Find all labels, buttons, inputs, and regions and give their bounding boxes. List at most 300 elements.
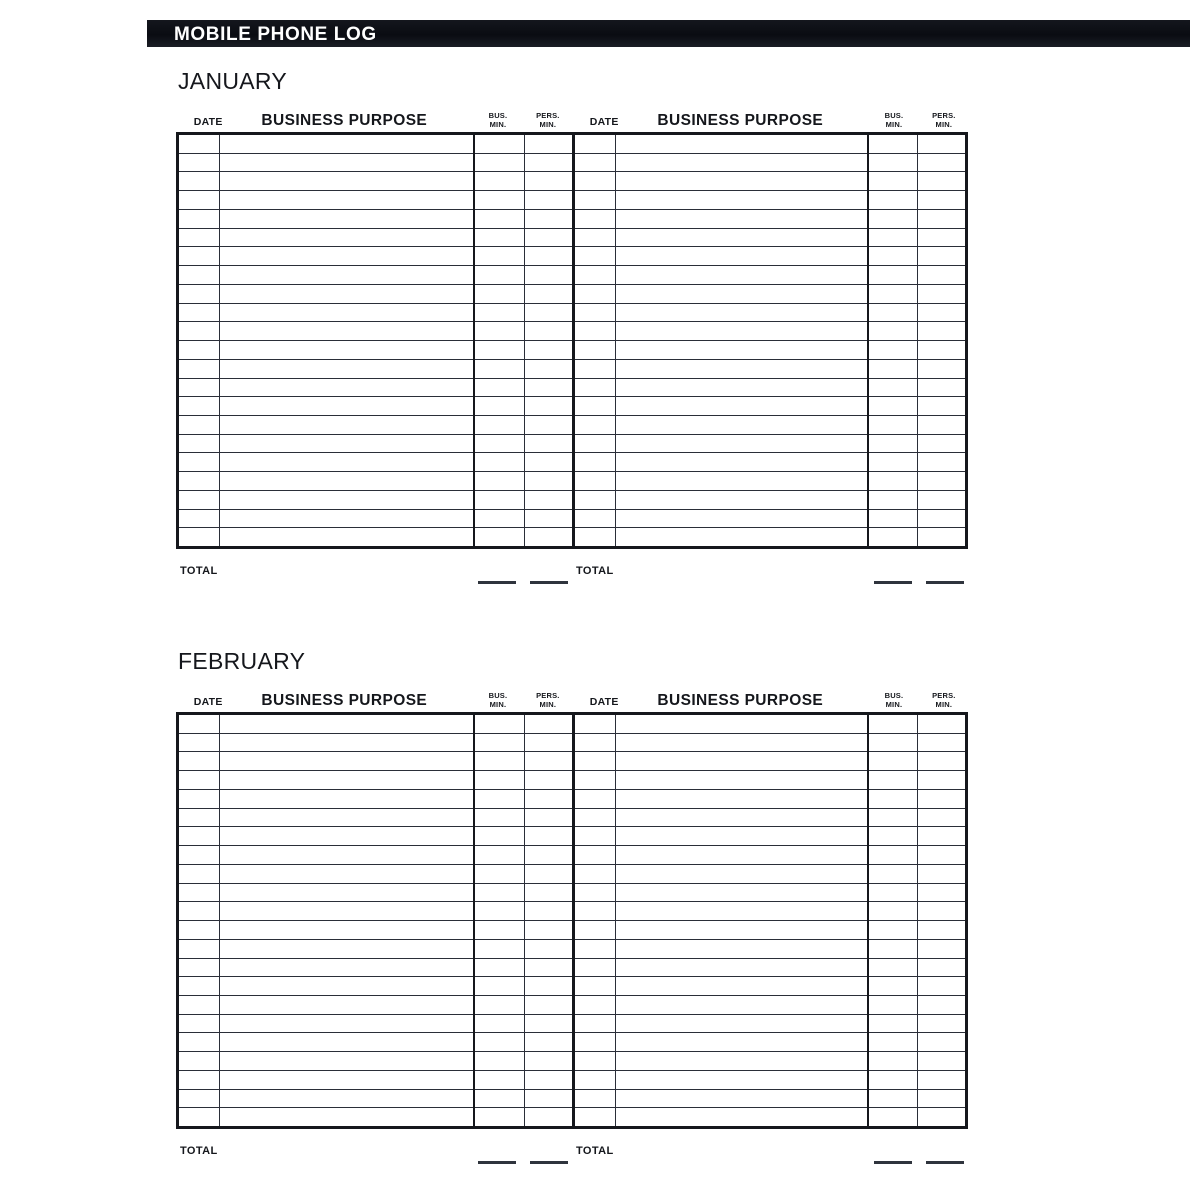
table-row[interactable] <box>179 846 572 865</box>
cell-date[interactable] <box>575 771 615 789</box>
cell-business-purpose[interactable] <box>219 472 473 490</box>
cell-personal-minutes[interactable] <box>524 285 572 303</box>
cell-personal-minutes[interactable] <box>524 1090 572 1108</box>
cell-date[interactable] <box>179 977 219 995</box>
cell-business-minutes[interactable] <box>867 921 918 939</box>
cell-personal-minutes[interactable] <box>524 154 572 172</box>
cell-personal-minutes[interactable] <box>917 1071 965 1089</box>
cell-business-minutes[interactable] <box>867 884 918 902</box>
cell-business-purpose[interactable] <box>615 379 867 397</box>
cell-date[interactable] <box>575 1071 615 1089</box>
cell-business-purpose[interactable] <box>615 771 867 789</box>
cell-business-purpose[interactable] <box>219 1052 473 1070</box>
table-row[interactable] <box>575 1015 965 1034</box>
cell-business-purpose[interactable] <box>615 996 867 1014</box>
cell-business-purpose[interactable] <box>219 771 473 789</box>
cell-business-minutes[interactable] <box>473 715 524 733</box>
cell-business-minutes[interactable] <box>867 996 918 1014</box>
cell-personal-minutes[interactable] <box>917 304 965 322</box>
cell-personal-minutes[interactable] <box>524 1071 572 1089</box>
table-row[interactable] <box>575 752 965 771</box>
table-row[interactable] <box>575 360 965 379</box>
cell-date[interactable] <box>575 1108 615 1126</box>
table-row[interactable] <box>575 996 965 1015</box>
table-row[interactable] <box>179 977 572 996</box>
table-row[interactable] <box>179 229 572 248</box>
cell-business-minutes[interactable] <box>473 752 524 770</box>
table-row[interactable] <box>179 304 572 323</box>
cell-date[interactable] <box>575 921 615 939</box>
cell-business-purpose[interactable] <box>219 172 473 190</box>
cell-business-purpose[interactable] <box>615 191 867 209</box>
cell-personal-minutes[interactable] <box>917 771 965 789</box>
cell-personal-minutes[interactable] <box>524 435 572 453</box>
cell-personal-minutes[interactable] <box>524 921 572 939</box>
cell-business-purpose[interactable] <box>615 1108 867 1126</box>
cell-business-minutes[interactable] <box>867 172 918 190</box>
cell-business-purpose[interactable] <box>615 902 867 920</box>
cell-date[interactable] <box>179 304 219 322</box>
cell-date[interactable] <box>575 322 615 340</box>
cell-business-purpose[interactable] <box>219 285 473 303</box>
cell-business-purpose[interactable] <box>615 491 867 509</box>
cell-business-minutes[interactable] <box>473 1033 524 1051</box>
cell-date[interactable] <box>179 734 219 752</box>
cell-date[interactable] <box>575 416 615 434</box>
table-row[interactable] <box>575 135 965 154</box>
cell-personal-minutes[interactable] <box>524 135 572 153</box>
cell-date[interactable] <box>179 397 219 415</box>
table-row[interactable] <box>575 1108 965 1126</box>
cell-business-purpose[interactable] <box>219 528 473 546</box>
cell-business-minutes[interactable] <box>473 996 524 1014</box>
cell-business-minutes[interactable] <box>473 1015 524 1033</box>
cell-personal-minutes[interactable] <box>524 453 572 471</box>
cell-personal-minutes[interactable] <box>524 210 572 228</box>
cell-personal-minutes[interactable] <box>917 715 965 733</box>
cell-personal-minutes[interactable] <box>917 1052 965 1070</box>
total-personal-minutes-field-right[interactable] <box>926 1161 964 1164</box>
cell-business-purpose[interactable] <box>615 1015 867 1033</box>
cell-personal-minutes[interactable] <box>917 827 965 845</box>
total-business-minutes-field-left[interactable] <box>478 1161 516 1164</box>
cell-business-purpose[interactable] <box>615 510 867 528</box>
cell-business-minutes[interactable] <box>867 229 918 247</box>
table-row[interactable] <box>575 715 965 734</box>
cell-personal-minutes[interactable] <box>917 809 965 827</box>
cell-business-purpose[interactable] <box>615 752 867 770</box>
cell-personal-minutes[interactable] <box>524 940 572 958</box>
cell-personal-minutes[interactable] <box>524 1033 572 1051</box>
table-row[interactable] <box>575 322 965 341</box>
cell-business-purpose[interactable] <box>219 846 473 864</box>
cell-business-minutes[interactable] <box>867 752 918 770</box>
cell-date[interactable] <box>575 846 615 864</box>
total-business-minutes-field-left[interactable] <box>478 581 516 584</box>
cell-personal-minutes[interactable] <box>917 191 965 209</box>
cell-business-minutes[interactable] <box>867 902 918 920</box>
cell-personal-minutes[interactable] <box>917 921 965 939</box>
table-row[interactable] <box>179 734 572 753</box>
cell-date[interactable] <box>179 827 219 845</box>
table-row[interactable] <box>179 1108 572 1126</box>
cell-personal-minutes[interactable] <box>524 790 572 808</box>
cell-business-minutes[interactable] <box>473 510 524 528</box>
cell-business-minutes[interactable] <box>473 247 524 265</box>
cell-personal-minutes[interactable] <box>917 285 965 303</box>
cell-business-minutes[interactable] <box>867 865 918 883</box>
cell-business-purpose[interactable] <box>615 977 867 995</box>
cell-business-minutes[interactable] <box>867 379 918 397</box>
cell-date[interactable] <box>179 1108 219 1126</box>
cell-personal-minutes[interactable] <box>917 341 965 359</box>
cell-business-purpose[interactable] <box>615 1090 867 1108</box>
cell-business-purpose[interactable] <box>219 360 473 378</box>
cell-date[interactable] <box>179 1071 219 1089</box>
cell-business-minutes[interactable] <box>867 1015 918 1033</box>
cell-personal-minutes[interactable] <box>524 846 572 864</box>
cell-business-minutes[interactable] <box>867 210 918 228</box>
table-row[interactable] <box>179 884 572 903</box>
cell-business-minutes[interactable] <box>473 902 524 920</box>
cell-date[interactable] <box>575 790 615 808</box>
table-row[interactable] <box>179 435 572 454</box>
cell-business-minutes[interactable] <box>473 285 524 303</box>
cell-business-purpose[interactable] <box>219 210 473 228</box>
cell-business-purpose[interactable] <box>219 135 473 153</box>
cell-business-purpose[interactable] <box>219 902 473 920</box>
cell-business-purpose[interactable] <box>615 734 867 752</box>
table-row[interactable] <box>575 1052 965 1071</box>
table-row[interactable] <box>575 416 965 435</box>
cell-date[interactable] <box>179 940 219 958</box>
table-row[interactable] <box>575 940 965 959</box>
cell-business-purpose[interactable] <box>615 135 867 153</box>
cell-business-purpose[interactable] <box>219 715 473 733</box>
cell-date[interactable] <box>179 360 219 378</box>
table-row[interactable] <box>179 1033 572 1052</box>
cell-date[interactable] <box>575 865 615 883</box>
cell-business-minutes[interactable] <box>473 191 524 209</box>
cell-business-minutes[interactable] <box>473 1108 524 1126</box>
cell-date[interactable] <box>575 341 615 359</box>
cell-date[interactable] <box>179 435 219 453</box>
cell-business-purpose[interactable] <box>219 266 473 284</box>
table-row[interactable] <box>575 884 965 903</box>
table-row[interactable] <box>179 322 572 341</box>
cell-date[interactable] <box>179 285 219 303</box>
cell-business-minutes[interactable] <box>473 528 524 546</box>
table-row[interactable] <box>179 921 572 940</box>
cell-personal-minutes[interactable] <box>917 1090 965 1108</box>
cell-date[interactable] <box>179 921 219 939</box>
cell-personal-minutes[interactable] <box>917 996 965 1014</box>
cell-business-minutes[interactable] <box>473 322 524 340</box>
cell-business-minutes[interactable] <box>473 940 524 958</box>
table-row[interactable] <box>575 1071 965 1090</box>
table-row[interactable] <box>575 247 965 266</box>
cell-business-purpose[interactable] <box>615 322 867 340</box>
cell-personal-minutes[interactable] <box>917 902 965 920</box>
cell-business-purpose[interactable] <box>615 715 867 733</box>
table-row[interactable] <box>179 266 572 285</box>
cell-date[interactable] <box>179 191 219 209</box>
cell-personal-minutes[interactable] <box>917 360 965 378</box>
cell-business-minutes[interactable] <box>473 959 524 977</box>
cell-personal-minutes[interactable] <box>524 1052 572 1070</box>
table-row[interactable] <box>179 379 572 398</box>
cell-business-purpose[interactable] <box>615 416 867 434</box>
cell-personal-minutes[interactable] <box>917 734 965 752</box>
table-row[interactable] <box>575 921 965 940</box>
cell-date[interactable] <box>179 865 219 883</box>
cell-personal-minutes[interactable] <box>917 172 965 190</box>
cell-date[interactable] <box>575 360 615 378</box>
table-row[interactable] <box>179 397 572 416</box>
cell-date[interactable] <box>575 229 615 247</box>
table-row[interactable] <box>575 304 965 323</box>
cell-personal-minutes[interactable] <box>917 846 965 864</box>
cell-business-minutes[interactable] <box>473 771 524 789</box>
cell-business-minutes[interactable] <box>867 1033 918 1051</box>
cell-business-purpose[interactable] <box>615 172 867 190</box>
table-row[interactable] <box>179 453 572 472</box>
table-row[interactable] <box>179 1015 572 1034</box>
table-row[interactable] <box>575 734 965 753</box>
cell-personal-minutes[interactable] <box>917 1108 965 1126</box>
table-row[interactable] <box>575 172 965 191</box>
cell-personal-minutes[interactable] <box>917 940 965 958</box>
cell-personal-minutes[interactable] <box>524 734 572 752</box>
cell-date[interactable] <box>575 285 615 303</box>
table-row[interactable] <box>575 397 965 416</box>
cell-business-minutes[interactable] <box>473 397 524 415</box>
cell-personal-minutes[interactable] <box>524 341 572 359</box>
cell-date[interactable] <box>575 135 615 153</box>
cell-business-minutes[interactable] <box>867 510 918 528</box>
cell-date[interactable] <box>575 959 615 977</box>
total-business-minutes-field-right[interactable] <box>874 581 912 584</box>
cell-business-minutes[interactable] <box>473 1090 524 1108</box>
cell-business-minutes[interactable] <box>473 229 524 247</box>
cell-business-purpose[interactable] <box>615 304 867 322</box>
table-row[interactable] <box>575 210 965 229</box>
cell-date[interactable] <box>575 977 615 995</box>
cell-business-minutes[interactable] <box>867 135 918 153</box>
cell-business-purpose[interactable] <box>615 940 867 958</box>
cell-business-purpose[interactable] <box>219 397 473 415</box>
cell-business-minutes[interactable] <box>473 379 524 397</box>
cell-date[interactable] <box>575 809 615 827</box>
cell-personal-minutes[interactable] <box>524 996 572 1014</box>
cell-date[interactable] <box>179 846 219 864</box>
cell-business-minutes[interactable] <box>473 921 524 939</box>
table-row[interactable] <box>575 285 965 304</box>
cell-business-minutes[interactable] <box>867 435 918 453</box>
cell-business-purpose[interactable] <box>219 304 473 322</box>
cell-business-minutes[interactable] <box>473 266 524 284</box>
cell-business-purpose[interactable] <box>219 322 473 340</box>
cell-business-minutes[interactable] <box>473 1071 524 1089</box>
table-row[interactable] <box>575 510 965 529</box>
cell-business-minutes[interactable] <box>473 865 524 883</box>
cell-personal-minutes[interactable] <box>524 902 572 920</box>
cell-business-purpose[interactable] <box>219 379 473 397</box>
table-row[interactable] <box>575 229 965 248</box>
cell-date[interactable] <box>575 379 615 397</box>
cell-business-purpose[interactable] <box>615 285 867 303</box>
cell-business-purpose[interactable] <box>219 453 473 471</box>
cell-personal-minutes[interactable] <box>524 865 572 883</box>
cell-business-minutes[interactable] <box>867 959 918 977</box>
cell-date[interactable] <box>575 1015 615 1033</box>
cell-personal-minutes[interactable] <box>524 191 572 209</box>
cell-personal-minutes[interactable] <box>524 172 572 190</box>
cell-business-purpose[interactable] <box>615 865 867 883</box>
table-row[interactable] <box>179 510 572 529</box>
cell-date[interactable] <box>179 210 219 228</box>
cell-business-purpose[interactable] <box>219 977 473 995</box>
cell-date[interactable] <box>575 491 615 509</box>
cell-date[interactable] <box>575 827 615 845</box>
cell-date[interactable] <box>575 752 615 770</box>
cell-business-purpose[interactable] <box>219 884 473 902</box>
cell-personal-minutes[interactable] <box>524 884 572 902</box>
cell-business-purpose[interactable] <box>615 1033 867 1051</box>
cell-business-purpose[interactable] <box>219 1033 473 1051</box>
cell-business-purpose[interactable] <box>219 191 473 209</box>
cell-personal-minutes[interactable] <box>917 379 965 397</box>
cell-business-minutes[interactable] <box>473 416 524 434</box>
cell-business-minutes[interactable] <box>473 884 524 902</box>
cell-business-minutes[interactable] <box>867 940 918 958</box>
cell-business-minutes[interactable] <box>473 453 524 471</box>
cell-personal-minutes[interactable] <box>524 1015 572 1033</box>
cell-business-minutes[interactable] <box>473 172 524 190</box>
cell-date[interactable] <box>575 472 615 490</box>
table-row[interactable] <box>179 1071 572 1090</box>
cell-business-minutes[interactable] <box>867 528 918 546</box>
cell-business-minutes[interactable] <box>867 304 918 322</box>
cell-date[interactable] <box>575 715 615 733</box>
cell-business-minutes[interactable] <box>473 790 524 808</box>
cell-business-purpose[interactable] <box>615 528 867 546</box>
cell-business-purpose[interactable] <box>615 921 867 939</box>
cell-date[interactable] <box>575 191 615 209</box>
cell-business-purpose[interactable] <box>219 416 473 434</box>
cell-business-purpose[interactable] <box>219 1071 473 1089</box>
cell-date[interactable] <box>575 1090 615 1108</box>
table-row[interactable] <box>575 771 965 790</box>
table-row[interactable] <box>179 341 572 360</box>
cell-business-minutes[interactable] <box>867 1090 918 1108</box>
table-row[interactable] <box>179 191 572 210</box>
table-row[interactable] <box>575 341 965 360</box>
cell-business-purpose[interactable] <box>219 921 473 939</box>
cell-personal-minutes[interactable] <box>524 510 572 528</box>
cell-business-purpose[interactable] <box>219 865 473 883</box>
cell-personal-minutes[interactable] <box>917 977 965 995</box>
cell-date[interactable] <box>179 790 219 808</box>
cell-personal-minutes[interactable] <box>524 771 572 789</box>
cell-business-purpose[interactable] <box>219 752 473 770</box>
cell-personal-minutes[interactable] <box>524 1108 572 1126</box>
cell-personal-minutes[interactable] <box>524 304 572 322</box>
cell-business-minutes[interactable] <box>473 472 524 490</box>
cell-business-purpose[interactable] <box>615 884 867 902</box>
cell-date[interactable] <box>575 172 615 190</box>
cell-personal-minutes[interactable] <box>917 1015 965 1033</box>
cell-personal-minutes[interactable] <box>917 247 965 265</box>
cell-date[interactable] <box>179 809 219 827</box>
cell-business-minutes[interactable] <box>867 491 918 509</box>
total-personal-minutes-field-left[interactable] <box>530 1161 568 1164</box>
table-row[interactable] <box>179 172 572 191</box>
table-row[interactable] <box>179 752 572 771</box>
cell-business-purpose[interactable] <box>615 229 867 247</box>
cell-date[interactable] <box>179 154 219 172</box>
cell-date[interactable] <box>575 1033 615 1051</box>
cell-business-minutes[interactable] <box>473 734 524 752</box>
cell-personal-minutes[interactable] <box>917 229 965 247</box>
cell-personal-minutes[interactable] <box>917 416 965 434</box>
table-row[interactable] <box>179 865 572 884</box>
cell-business-minutes[interactable] <box>473 827 524 845</box>
cell-date[interactable] <box>179 416 219 434</box>
cell-business-purpose[interactable] <box>219 734 473 752</box>
cell-date[interactable] <box>179 229 219 247</box>
cell-business-purpose[interactable] <box>615 809 867 827</box>
table-row[interactable] <box>179 959 572 978</box>
cell-business-purpose[interactable] <box>615 472 867 490</box>
cell-business-minutes[interactable] <box>867 322 918 340</box>
cell-personal-minutes[interactable] <box>524 397 572 415</box>
cell-date[interactable] <box>179 491 219 509</box>
cell-date[interactable] <box>179 715 219 733</box>
cell-business-purpose[interactable] <box>219 827 473 845</box>
table-row[interactable] <box>575 528 965 546</box>
cell-date[interactable] <box>179 996 219 1014</box>
cell-personal-minutes[interactable] <box>917 528 965 546</box>
cell-date[interactable] <box>179 266 219 284</box>
cell-date[interactable] <box>575 902 615 920</box>
cell-business-purpose[interactable] <box>615 827 867 845</box>
table-row[interactable] <box>575 959 965 978</box>
cell-personal-minutes[interactable] <box>917 453 965 471</box>
cell-business-minutes[interactable] <box>867 1071 918 1089</box>
cell-business-minutes[interactable] <box>473 304 524 322</box>
cell-business-purpose[interactable] <box>219 510 473 528</box>
cell-personal-minutes[interactable] <box>524 715 572 733</box>
cell-personal-minutes[interactable] <box>917 435 965 453</box>
cell-business-minutes[interactable] <box>473 154 524 172</box>
cell-date[interactable] <box>575 884 615 902</box>
cell-business-purpose[interactable] <box>615 154 867 172</box>
table-row[interactable] <box>575 977 965 996</box>
cell-business-minutes[interactable] <box>473 846 524 864</box>
cell-business-minutes[interactable] <box>867 790 918 808</box>
table-row[interactable] <box>575 827 965 846</box>
cell-personal-minutes[interactable] <box>524 977 572 995</box>
table-row[interactable] <box>575 491 965 510</box>
cell-business-purpose[interactable] <box>615 360 867 378</box>
table-row[interactable] <box>179 902 572 921</box>
cell-business-purpose[interactable] <box>615 210 867 228</box>
cell-business-purpose[interactable] <box>219 940 473 958</box>
cell-business-minutes[interactable] <box>867 341 918 359</box>
cell-business-minutes[interactable] <box>867 1108 918 1126</box>
cell-date[interactable] <box>179 1052 219 1070</box>
